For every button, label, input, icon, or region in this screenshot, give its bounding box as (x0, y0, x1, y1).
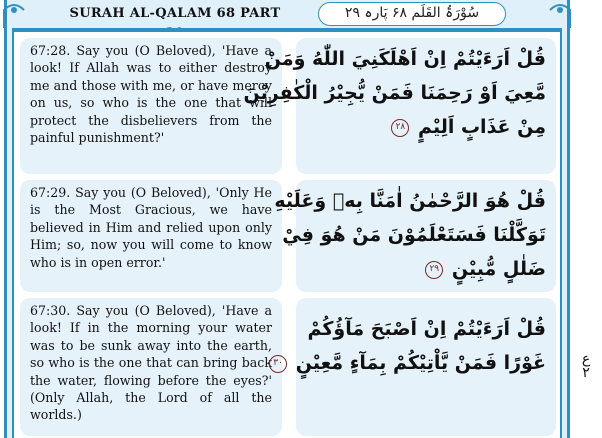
verse-arabic (273, 298, 556, 436)
ayah-number-mark: ٣٠ (269, 355, 287, 373)
ruku-sign-letter: ع (581, 351, 591, 367)
header-title-english: SURAH AL-QALAM 68 PART (69, 6, 281, 21)
arabic-line: قُلْ اَرَءَيْتُمْ اِنْ اَهْلَكَنِيَ اللّٰهُ وَمَنْ (264, 48, 546, 70)
ruku-sign-number: ٢ (582, 365, 590, 381)
arabic-line (306, 110, 546, 144)
arabic-line (273, 346, 546, 380)
arabic-line: قُلْ اَرَءَيْتُمْ اِنْ اَصْبَحَ مَآؤُكُمْ (307, 318, 546, 340)
verse-translation: 67:29. Say you (O Beloved), 'Only He is the Most Gracious, we have believed in Him and relied upon only Him; so, now you will come to know who is in open error.' (20, 180, 282, 292)
arabic-line: مَّعِيَ اَوْ رَحِمَنَا فَمَنْ يُّجِيْرُ الْكٰفِرِيْنَ (243, 82, 546, 104)
arabic-line: قُلْ هُوَ الرَّحْمٰنُ اٰمَنَّا بِهٖ وَعَلَيْهِ (274, 190, 546, 212)
corner-ornament-left-icon (2, 0, 26, 28)
arabic-line-text: غَوْرًا فَمَنْ يَّاْتِيْكُمْ بِمَآءٍ مَّعِيْنٍ (295, 352, 546, 374)
arabic-line: تَوَكَّلْنَا فَسَتَعْلَمُوْنَ مَنْ هُوَ فِيْ (282, 224, 546, 246)
arabic-line (306, 252, 546, 286)
verse-translation: 67:30. Say you (O Beloved), 'Have a look! If in the morning your water was to be sunk away into the earth, so who is the one that can bring back the water, flowing before the eyes?' (Only Allah, the Lord of all the worlds.) (20, 298, 282, 436)
arabic-line-text: ضَلٰلٍ مُّبِيْنٍ (451, 258, 546, 280)
ayah-number-mark: ٢٩ (425, 261, 443, 279)
ruku-sign (574, 352, 598, 396)
page-header (0, 0, 602, 30)
verse-translation: 67:28. Say you (O Beloved), 'Have a look! If Allah was to either destroy me and those with me, or have mercy on us, so who is the one that will protect the disbelievers from the painful punishment?' (20, 38, 282, 174)
verse-arabic (274, 180, 556, 292)
verse-arabic (243, 38, 556, 174)
ayah-number-mark: ٢٨ (391, 119, 409, 137)
header-title-arabic: سُوْرَۃُ القَلَم ۶۸ پَارہ ۲۹ (318, 2, 506, 26)
corner-ornament-right-icon (548, 0, 572, 28)
arabic-line-text: مِنْ عَذَابٍ اَلِيْمٍ (418, 116, 546, 138)
